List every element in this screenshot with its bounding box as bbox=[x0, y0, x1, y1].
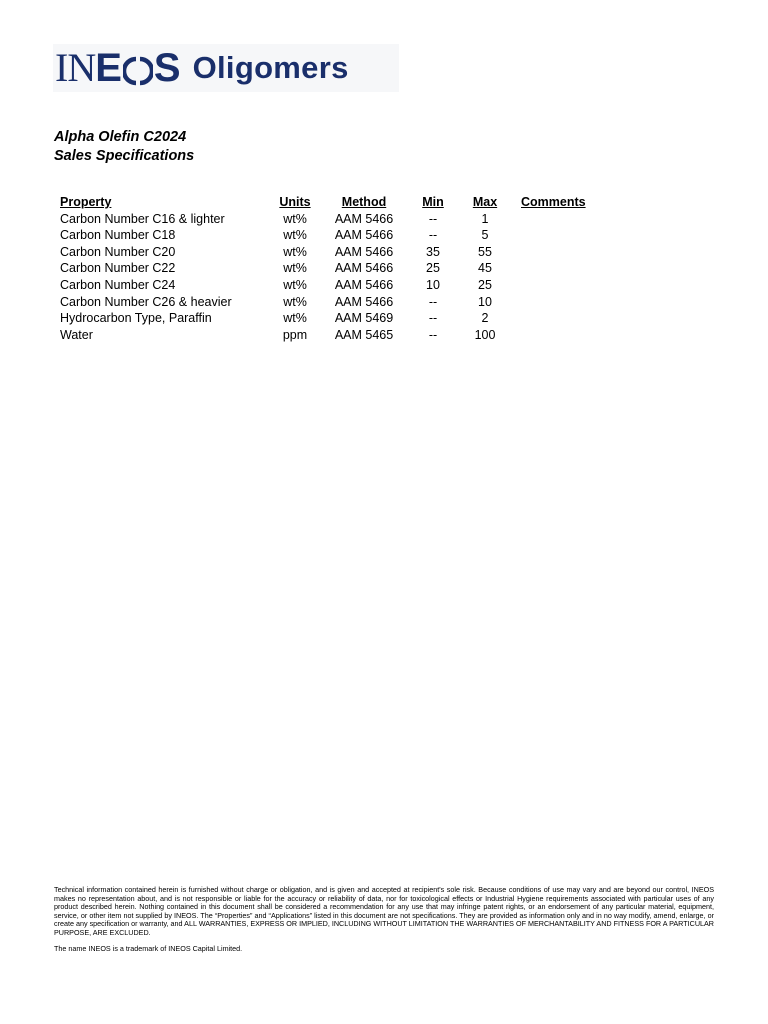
table-header-row bbox=[56, 194, 601, 211]
cell-comments bbox=[505, 244, 601, 261]
table-row bbox=[56, 244, 601, 261]
cell-comments bbox=[505, 327, 601, 344]
cell-comments bbox=[505, 227, 601, 244]
cell-min: -- bbox=[428, 211, 438, 226]
cell-property: Carbon Number C24 bbox=[60, 277, 176, 292]
cell-units: wt% bbox=[283, 211, 307, 226]
division-name: Oligomers bbox=[192, 50, 349, 85]
header-max: Max bbox=[472, 195, 498, 209]
product-name: Alpha Olefin C2024 bbox=[54, 129, 187, 145]
cell-max: 25 bbox=[478, 277, 492, 292]
cell-method: AAM 5466 bbox=[334, 244, 394, 259]
cell-max: 5 bbox=[481, 228, 489, 243]
cell-property: Hydrocarbon Type, Paraffin bbox=[60, 311, 212, 326]
header-comments: Comments bbox=[521, 195, 586, 209]
cell-property: Carbon Number C26 & heavier bbox=[60, 294, 232, 309]
ineos-o-mark-icon bbox=[123, 53, 153, 83]
trademark-notice: The name INEOS is a trademark of INEOS Capital Limited. bbox=[54, 944, 243, 953]
cell-method: AAM 5466 bbox=[334, 211, 394, 226]
cell-property: Carbon Number C18 bbox=[60, 228, 176, 243]
cell-comments bbox=[505, 260, 601, 277]
header-method: Method bbox=[341, 195, 387, 209]
cell-units: wt% bbox=[283, 261, 307, 276]
cell-comments bbox=[505, 211, 601, 228]
cell-min: -- bbox=[428, 327, 438, 342]
cell-min: 35 bbox=[426, 244, 440, 259]
cell-method: AAM 5469 bbox=[334, 311, 394, 326]
cell-method: AAM 5466 bbox=[334, 277, 394, 292]
table-row bbox=[56, 327, 601, 344]
cell-max: 55 bbox=[478, 244, 492, 259]
header-units: Units bbox=[279, 195, 311, 209]
legal-disclaimer: Technical information contained herein is furnished without charge or obligation, and is given and accepted at recipient's sole risk. Because conditions of use may vary and are beyond our control, INEOS makes no representation about, and is not responsible or liable for the accuracy or reliability of data, nor for toxicological effects or Industrial Hygiene requirements associated with particular uses of any product described herein. Nothing contained in this document shall be considered a recommendation for any use that may infringe patent rights, or an endorsement of any particular material, equipment, service, or other item not supplied by INEOS. The “Properties” and “Applications” listed in this document are not specifications. They are provided as information only and in no way modify, amend, enlarge, or create any specification or warranty, and ALL WARRANTIES, EXPRESS OR IMPLIED, INCLUDING WITHOUT LIMITATION THE WARRANTIES OF MERCHANTABILITY AND FITNESS FOR A PARTICULAR PURPOSE, ARE EXCLUDED. bbox=[54, 885, 714, 937]
cell-max: 100 bbox=[474, 327, 496, 342]
cell-max: 2 bbox=[481, 311, 489, 326]
table-row bbox=[56, 294, 601, 311]
cell-comments bbox=[505, 310, 601, 327]
cell-max: 10 bbox=[478, 294, 492, 309]
table-row bbox=[56, 277, 601, 294]
cell-property: Carbon Number C22 bbox=[60, 261, 176, 276]
cell-units: wt% bbox=[283, 228, 307, 243]
table-row bbox=[56, 211, 601, 228]
cell-units: wt% bbox=[283, 244, 307, 259]
cell-units: ppm bbox=[282, 327, 308, 342]
cell-min: -- bbox=[428, 311, 438, 326]
cell-property: Water bbox=[60, 327, 93, 342]
table-row bbox=[56, 260, 601, 277]
cell-max: 1 bbox=[481, 211, 489, 226]
ineos-wordmark: IN E S bbox=[55, 45, 181, 90]
cell-property: Carbon Number C16 & lighter bbox=[60, 211, 225, 226]
cell-comments bbox=[505, 277, 601, 294]
cell-comments bbox=[505, 294, 601, 311]
cell-min: 25 bbox=[426, 261, 440, 276]
document-subtitle: Sales Specifications bbox=[54, 148, 195, 164]
header-property: Property bbox=[60, 195, 112, 209]
cell-min: 10 bbox=[426, 277, 440, 292]
cell-method: AAM 5466 bbox=[334, 228, 394, 243]
document-title bbox=[54, 128, 194, 166]
cell-min: -- bbox=[428, 228, 438, 243]
cell-method: AAM 5465 bbox=[334, 327, 394, 342]
table-row bbox=[56, 310, 601, 327]
cell-method: AAM 5466 bbox=[334, 294, 394, 309]
cell-property: Carbon Number C20 bbox=[60, 244, 176, 259]
specification-table bbox=[56, 194, 601, 343]
table-body bbox=[56, 211, 601, 344]
table-row bbox=[56, 227, 601, 244]
cell-method: AAM 5466 bbox=[334, 261, 394, 276]
cell-min: -- bbox=[428, 294, 438, 309]
cell-units: wt% bbox=[283, 311, 307, 326]
header-min: Min bbox=[422, 195, 444, 209]
cell-max: 45 bbox=[478, 261, 492, 276]
cell-units: wt% bbox=[283, 294, 307, 309]
company-logo bbox=[53, 44, 399, 92]
cell-units: wt% bbox=[283, 277, 307, 292]
